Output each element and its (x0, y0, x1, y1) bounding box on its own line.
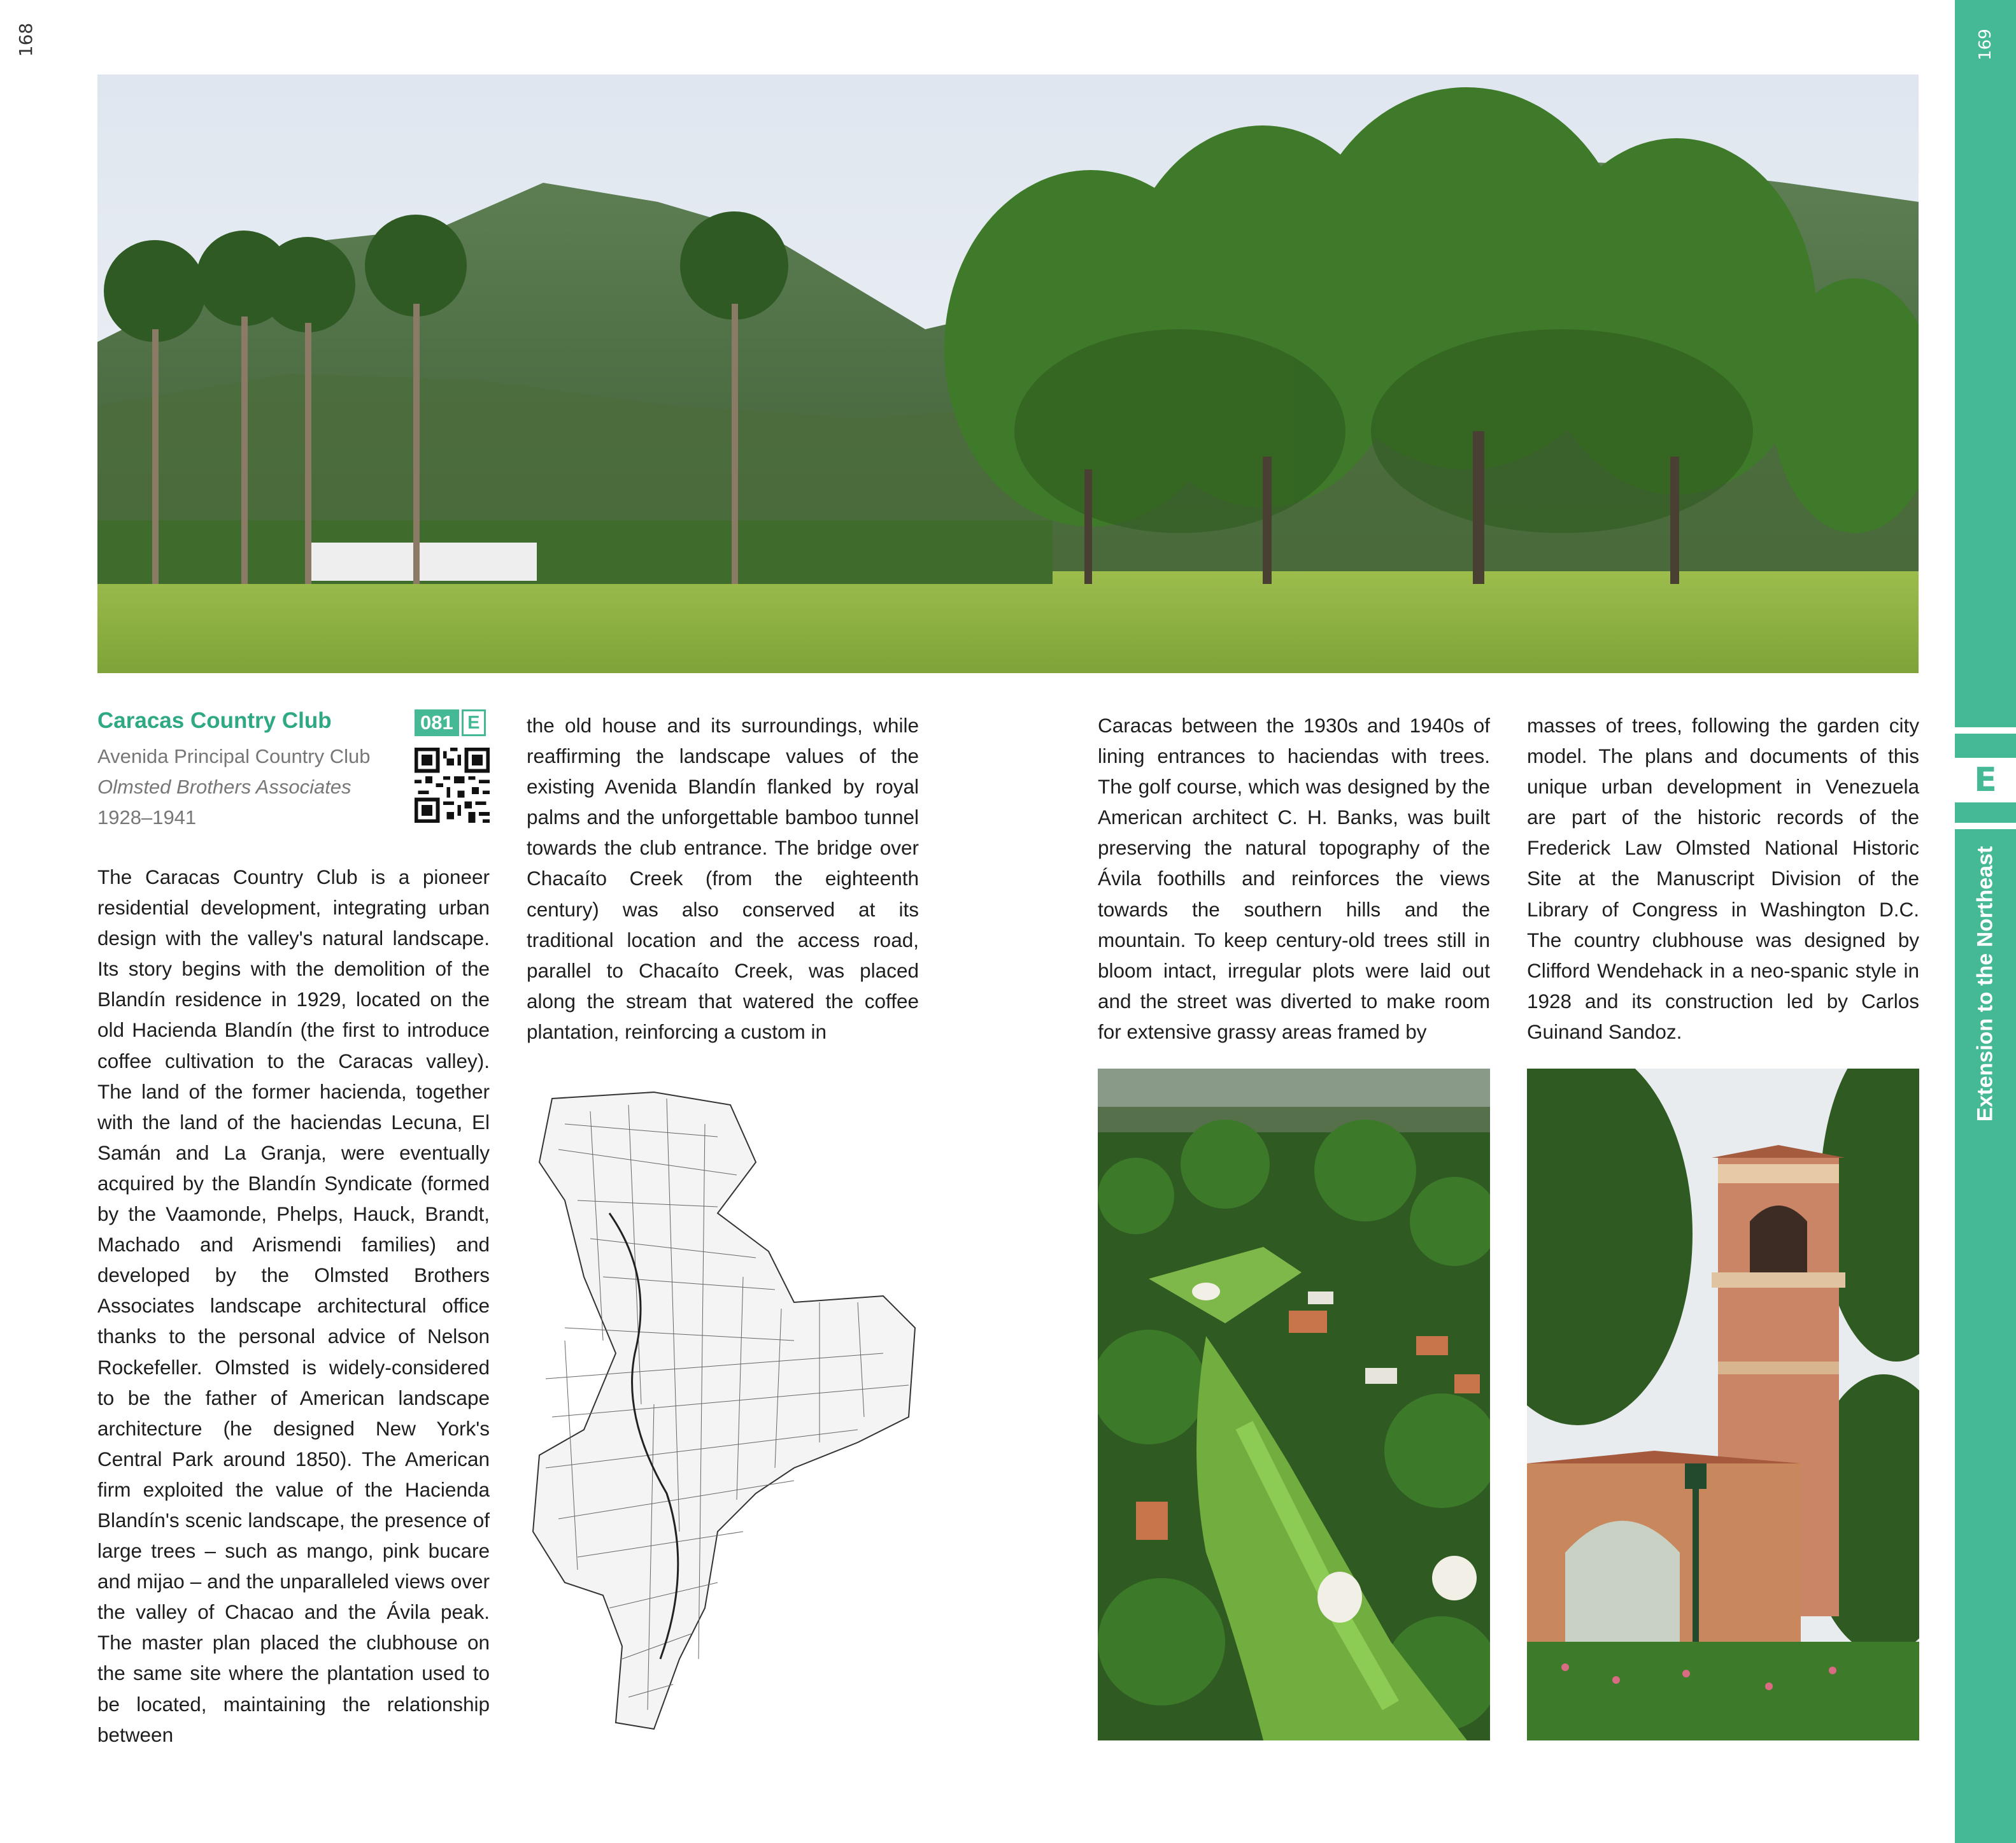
page-number-left: 168 (15, 22, 37, 57)
entry-zone: E (462, 709, 486, 736)
band-divider (1955, 823, 2016, 829)
entry-address: Avenida Principal Country Club (97, 745, 371, 767)
entry-architect: Olmsted Brothers Associates (97, 776, 351, 798)
entry-years: 1928–1941 (97, 806, 197, 829)
hero-photo-golf-course (97, 75, 1919, 673)
entry-number: 081 (415, 709, 459, 736)
section-title: Extension to the Northeast (1973, 846, 1998, 1122)
body-text-4: masses of trees, following the garden city model. The plans and documents of this unique urban development in Venezuela are part of the historic records of the Frederick Law Olmsted National Historic Site at the Manuscript Division of the Library of Congress in Washington D.C. The country clubhouse was designed by Clifford Wendehack in a neo-spanic style in 1928 and its construction led by Carlos Guinand Sandoz. (1527, 714, 1919, 1043)
band-divider (1955, 727, 2016, 734)
body-column-2 (527, 710, 919, 1047)
body-text-1: The Caracas Country Club is a pioneer residential development, integrating urban design with the valley's natural landscape. Its story begins with the demolition of the Blandín residence in 1929, located on the old Hacienda Blandín (the first to introduce coffee cultivation to the Caracas valley). The land of the former hacienda, together with the land of the haciendas Lecuna, El Samán and La Granja, were eventually acquired by the Blandín Syndicate (formed by the Vaamonde, Phelps, Hauck, Brandt, Machado and Arismendi families) and developed by the Olmsted Brothers Associates landscape architectural office thanks to the personal advice of Nelson Rockefeller. Olmsted is widely-considered to be the father of American landscape architecture (he designed New York's Central Park around 1850). The American firm exploited the value of the Hacienda Blandín's scenic landscape, the presence of large trees – such as mango, pink bucare and mijao – and the unparalleled views over the valley of Chacao and the Ávila peak. The master plan placed the clubhouse on the same site where the plantation used to be located, maintaining the relationship between (97, 865, 490, 1746)
entry-badge (415, 709, 486, 736)
body-column-3 (1098, 710, 1490, 1047)
body-text-2: the old house and its surroundings, while reaffirming the landscape values of the existing Avenida Blandín flanked by royal palms and the unforgettable bamboo tunnel towards the club entrance. The bridge over Chacaíto Creek (from the eighteenth century) was also conserved at its traditional location and the access road, parallel to Chacaíto Creek, was placed along the stream that watered the coffee plantation, reinforcing a custom in (527, 714, 919, 1043)
master-plan-drawing (527, 1086, 919, 1742)
aerial-photo-golf-course (1098, 1069, 1490, 1740)
body-text-3: Caracas between the 1930s and 1940s of lining entrances to haciendas with trees. The golf course, which was designed by the American architect C. H. Banks, was built preserving the natural topography of the Ávila foothills and reinforces the views towards the southern hills and the mountain. To keep century-old trees still in bloom intact, irregular plots were laid out and the street was diverted to make room for extensive grassy areas framed by (1098, 714, 1490, 1043)
body-column-4 (1527, 710, 1919, 1047)
qr-code[interactable] (415, 748, 490, 823)
entry-title: Caracas Country Club (97, 708, 332, 733)
body-column-1 (97, 862, 490, 1750)
page-number-right: 169 (1975, 29, 1995, 60)
clubhouse-tower-photo (1527, 1069, 1919, 1740)
section-letter: E (1955, 758, 2016, 802)
